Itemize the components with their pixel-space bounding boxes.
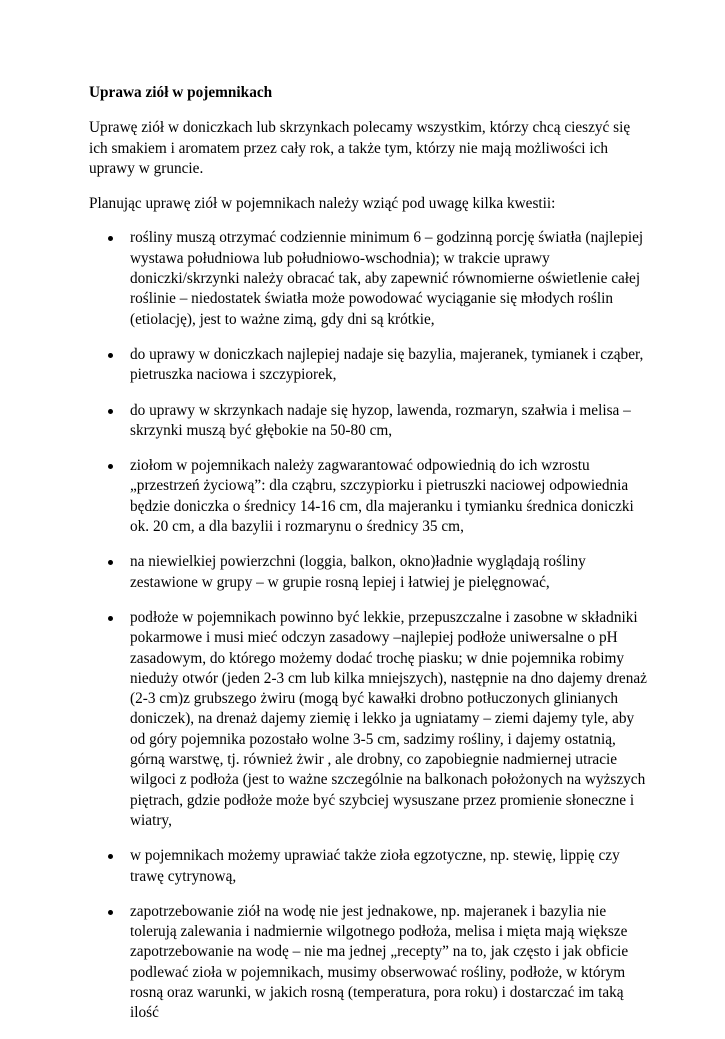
- list-item: [89, 846, 649, 887]
- list-item: [89, 902, 649, 1024]
- list-item-text: na niewielkiej powierzchni (loggia, balkon, okno)ładnie wyglądają rośliny zestawione w grupy – w grupie rosną lepiej i łatwiej je pielęgnować,: [130, 553, 586, 591]
- bullet-list: [89, 228, 649, 1023]
- document-page: [89, 83, 649, 1039]
- bullet-icon: [108, 910, 113, 915]
- list-item: [89, 608, 649, 831]
- list-item: [89, 552, 649, 593]
- bullet-icon: [108, 353, 113, 358]
- list-item-text: ziołom w pojemnikach należy zagwarantować odpowiednią do ich wzrostu „przestrzeń życiową”: dla cząbru, szczypiorku i pietruszki naciowej odpowiednia będzie doniczka o średnicy 14-16 cm, dla majeranku i tymianku średnica doniczki ok. 20 cm, a dla bazylii i rozmarynu o średnicy 35 cm,: [130, 457, 634, 536]
- list-item: [89, 401, 649, 442]
- list-item: [89, 228, 649, 329]
- bullet-icon: [108, 236, 113, 241]
- list-item-text: zapotrzebowanie ziół na wodę nie jest jednakowe, np. majeranek i bazylia nie tolerują zalewania i nadmiernie wilgotnego podłoża, melisa i mięta mają większe zapotrzebowanie na wodę – nie ma jednej „recepty” na to, jak często i jak obficie podlewać zioła w pojemnikach, musimy obserwować rośliny, podłoże, w którym rosną oraz warunki, w jakich rosną (temperatura, pora roku) i dostarczać im taką ilość: [130, 902, 629, 1022]
- document-title: Uprawa ziół w pojemnikach: [89, 84, 273, 101]
- bullet-icon: [108, 464, 113, 469]
- list-item: [89, 345, 649, 386]
- bullet-icon: [108, 616, 113, 621]
- list-item-text: w pojemnikach możemy uprawiać także zioła egzotyczne, np. stewię, lippię czy trawę cytrynową,: [130, 847, 620, 885]
- bullet-icon: [108, 854, 113, 859]
- intro-paragraph: Uprawę ziół w doniczkach lub skrzynkach polecamy wszystkim, którzy chcą cieszyć się ich smakiem i aromatem przez cały rok, a także tym, którzy nie mają możliwości ich uprawy w gruncie.: [89, 119, 631, 177]
- list-item-text: podłoże w pojemnikach powinno być lekkie, przepuszczalne i zasobne w składniki pokarmowe i musi mieć odczyn zasadowy –najlepiej podłoże uniwersalne o pH zasadowym, do którego możemy dodać trochę piasku; w dnie pojemnika robimy nieduży otwór (jeden 2-3 cm lub kilka mniejszych), następnie na dno dajemy drenaż (2-3 cm)z grubszego żwiru (mogą być kawałki drobno potłuczonych glinianych doniczek), na drenaż dajemy ziemię i lekko ja ugniatamy – ziemi dajemy tyle, aby od góry pojemnika pozostało wolne 3-5 cm, sadzimy rośliny, i dajemy ostatnią, górną warstwę, tj. również żwir , ale drobny, co zapobiegnie nadmiernej utracie wilgoci z podłoża (jest to ważne szczególnie na balkonach położonych na wyższych piętrach, gdzie podłoże może być szybciej wysuszane przez promienie słoneczne i wiatry,: [130, 608, 647, 829]
- list-item-text: rośliny muszą otrzymać codziennie minimum 6 – godzinną porcję światła (najlepiej wystawa południowa lub południowo-wschodnia); w trakcie uprawy doniczki/skrzynki należy obracać tak, aby zapewnić równomierne oświetlenie całej roślinie – niedostatek światła może powodować wyciąganie się młodych roślin (etiolację), jest to ważne zimą, gdy dni są krótkie,: [130, 229, 644, 328]
- bullet-icon: [108, 560, 113, 565]
- list-item-text: do uprawy w doniczkach najlepiej nadaje się bazylia, majeranek, tymianek i cząber, pietruszka naciowa i szczypiorek,: [130, 345, 644, 384]
- bullet-icon: [108, 409, 113, 414]
- lead-paragraph: Planując uprawę ziół w pojemnikach należy wziąć pod uwagę kilka kwestii:: [89, 195, 556, 213]
- list-item-text: do uprawy w skrzynkach nadaje się hyzop, lawenda, rozmaryn, szałwia i melisa – skrzynki muszą być głębokie na 50-80 cm,: [130, 401, 631, 439]
- list-item: [89, 456, 649, 537]
